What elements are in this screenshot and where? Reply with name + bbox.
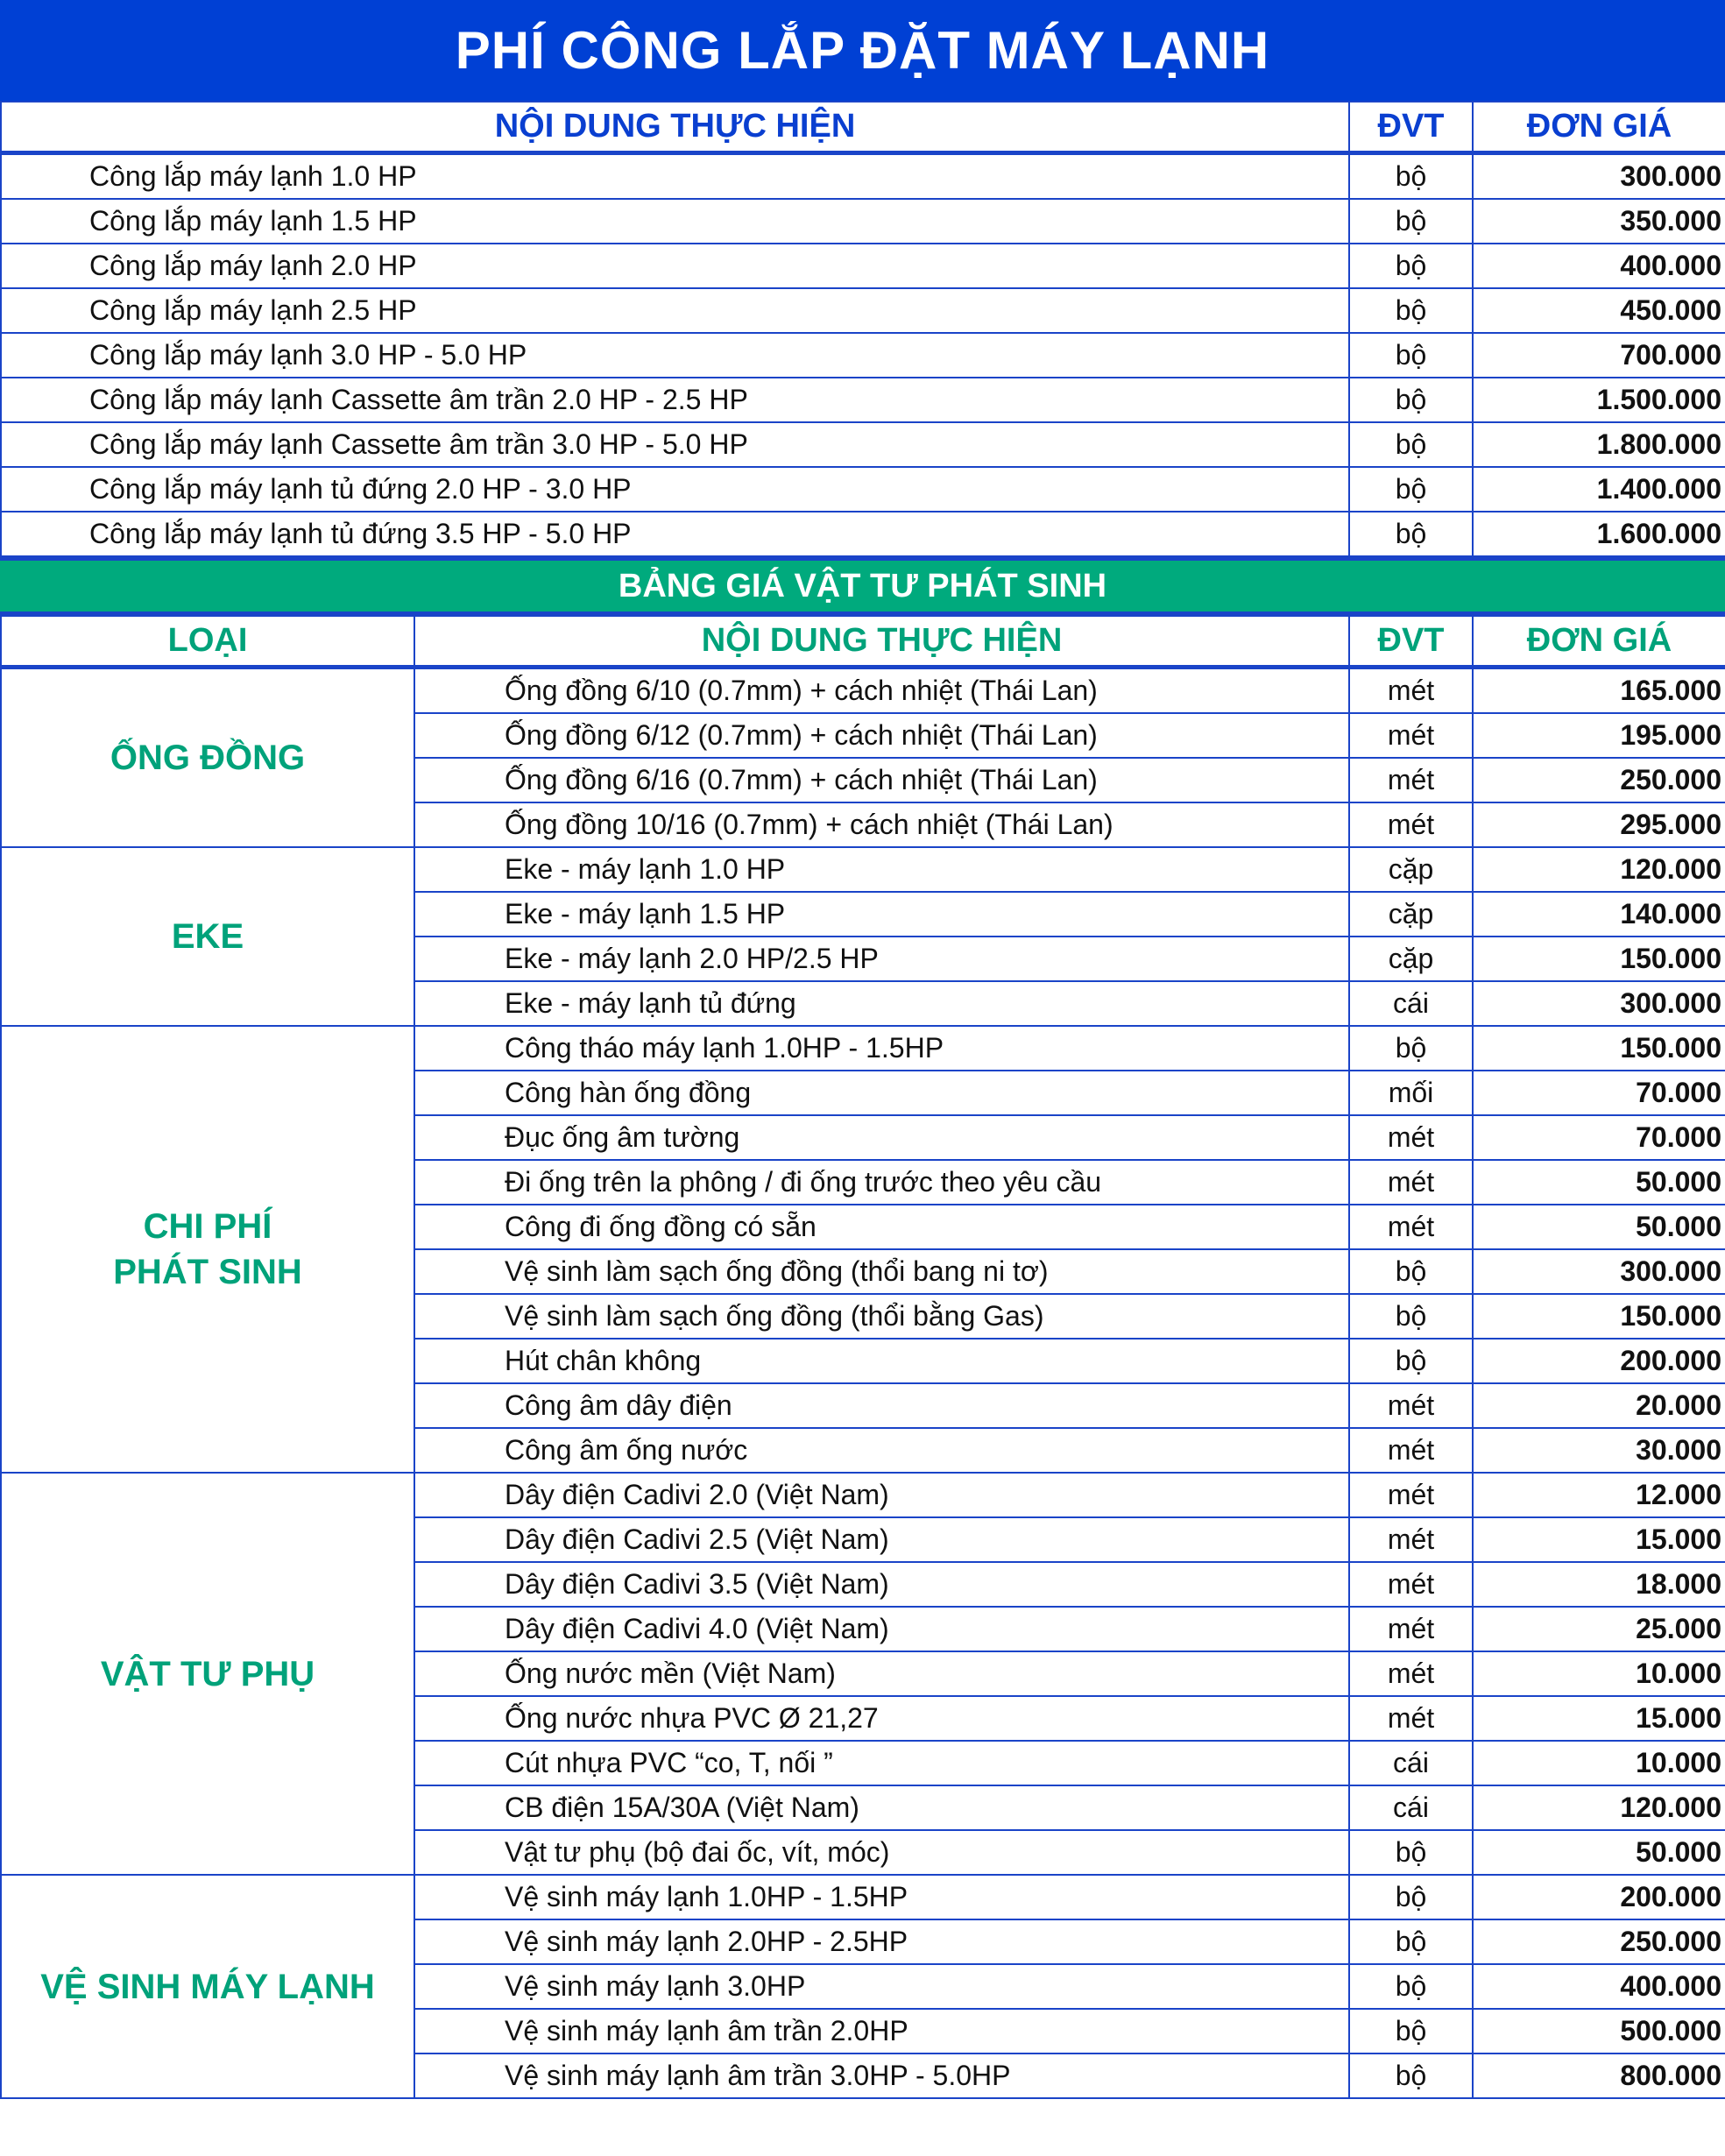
header-type: LOẠI xyxy=(1,616,414,668)
row-description: Đi ống trên la phông / đi ống trước theo yêu cầu xyxy=(414,1160,1349,1205)
header-content: NỘI DUNG THỰC HIỆN xyxy=(414,616,1349,668)
table-row xyxy=(1,1473,1725,1517)
row-description: Ống nước nhựa PVC Ø 21,27 xyxy=(414,1696,1349,1741)
row-unit: bộ xyxy=(1349,1919,1473,1964)
row-unit: bộ xyxy=(1349,333,1473,378)
row-unit: cái xyxy=(1349,981,1473,1026)
header-unit: ĐVT xyxy=(1349,102,1473,153)
row-unit: bộ xyxy=(1349,244,1473,288)
row-price: 165.000 xyxy=(1473,668,1725,714)
row-description: CB điện 15A/30A (Việt Nam) xyxy=(414,1785,1349,1830)
table-row xyxy=(1,333,1725,378)
row-price: 18.000 xyxy=(1473,1562,1725,1607)
row-price: 400.000 xyxy=(1473,1964,1725,2009)
row-unit: mét xyxy=(1349,1115,1473,1160)
row-description: Công lắp máy lạnh 3.0 HP - 5.0 HP xyxy=(1,333,1349,378)
row-unit: bộ xyxy=(1349,1830,1473,1875)
row-unit: cái xyxy=(1349,1785,1473,1830)
row-unit: cặp xyxy=(1349,892,1473,937)
row-price: 50.000 xyxy=(1473,1830,1725,1875)
row-price: 1.500.000 xyxy=(1473,378,1725,422)
install-fee-table xyxy=(0,101,1725,557)
row-price: 30.000 xyxy=(1473,1428,1725,1473)
row-price: 15.000 xyxy=(1473,1696,1725,1741)
install-header-row xyxy=(1,102,1725,153)
row-unit: bộ xyxy=(1349,288,1473,333)
row-unit: mối xyxy=(1349,1071,1473,1115)
table-row xyxy=(1,847,1725,892)
row-price: 300.000 xyxy=(1473,1249,1725,1294)
row-description: Vệ sinh làm sạch ống đồng (thổi bang ni tơ) xyxy=(414,1249,1349,1294)
row-unit: mét xyxy=(1349,802,1473,847)
row-unit: mét xyxy=(1349,1562,1473,1607)
row-unit: mét xyxy=(1349,713,1473,758)
row-unit: mét xyxy=(1349,758,1473,802)
row-description: Eke - máy lạnh tủ đứng xyxy=(414,981,1349,1026)
row-unit: mét xyxy=(1349,1517,1473,1562)
table-row xyxy=(1,1026,1725,1071)
row-price: 195.000 xyxy=(1473,713,1725,758)
materials-band-title: BẢNG GIÁ VẬT TƯ PHÁT SINH xyxy=(0,557,1725,615)
row-description: Dây điện Cadivi 3.5 (Việt Nam) xyxy=(414,1562,1349,1607)
row-unit: mét xyxy=(1349,1428,1473,1473)
table-row xyxy=(1,422,1725,467)
header-price: ĐƠN GIÁ xyxy=(1473,102,1725,153)
row-price: 150.000 xyxy=(1473,937,1725,981)
row-price: 200.000 xyxy=(1473,1339,1725,1383)
row-price: 50.000 xyxy=(1473,1205,1725,1249)
row-unit: bộ xyxy=(1349,378,1473,422)
row-price: 20.000 xyxy=(1473,1383,1725,1428)
row-description: Vệ sinh máy lạnh 1.0HP - 1.5HP xyxy=(414,1875,1349,1919)
row-unit: bộ xyxy=(1349,2009,1473,2054)
row-description: Vệ sinh máy lạnh âm trần 2.0HP xyxy=(414,2009,1349,2054)
row-price: 295.000 xyxy=(1473,802,1725,847)
header-price: ĐƠN GIÁ xyxy=(1473,616,1725,668)
category-label: ỐNG ĐỒNG xyxy=(1,668,414,848)
row-description: Công lắp máy lạnh Cassette âm trần 3.0 HP - 5.0 HP xyxy=(1,422,1349,467)
row-description: Công lắp máy lạnh 2.5 HP xyxy=(1,288,1349,333)
row-description: Công lắp máy lạnh 1.5 HP xyxy=(1,199,1349,244)
row-unit: mét xyxy=(1349,1651,1473,1696)
row-price: 800.000 xyxy=(1473,2054,1725,2098)
table-row xyxy=(1,244,1725,288)
table-row xyxy=(1,378,1725,422)
row-price: 140.000 xyxy=(1473,892,1725,937)
header-unit: ĐVT xyxy=(1349,616,1473,668)
row-price: 1.400.000 xyxy=(1473,467,1725,512)
row-unit: cái xyxy=(1349,1741,1473,1785)
row-description: Eke - máy lạnh 2.0 HP/2.5 HP xyxy=(414,937,1349,981)
row-price: 350.000 xyxy=(1473,199,1725,244)
category-label: VẬT TƯ PHỤ xyxy=(1,1473,414,1875)
row-description: Vệ sinh làm sạch ống đồng (thổi bằng Gas) xyxy=(414,1294,1349,1339)
row-unit: mét xyxy=(1349,1696,1473,1741)
row-description: Vệ sinh máy lạnh 2.0HP - 2.5HP xyxy=(414,1919,1349,1964)
row-description: Hút chân không xyxy=(414,1339,1349,1383)
row-price: 400.000 xyxy=(1473,244,1725,288)
category-label: EKE xyxy=(1,847,414,1026)
row-description: Công lắp máy lạnh 1.0 HP xyxy=(1,153,1349,200)
table-row xyxy=(1,1875,1725,1919)
row-unit: bộ xyxy=(1349,1339,1473,1383)
materials-header-row xyxy=(1,616,1725,668)
table-row xyxy=(1,467,1725,512)
row-unit: mét xyxy=(1349,1160,1473,1205)
row-description: Đục ống âm tường xyxy=(414,1115,1349,1160)
row-unit: bộ xyxy=(1349,153,1473,200)
row-unit: mét xyxy=(1349,1607,1473,1651)
row-price: 300.000 xyxy=(1473,981,1725,1026)
row-description: Công tháo máy lạnh 1.0HP - 1.5HP xyxy=(414,1026,1349,1071)
row-description: Công âm ống nước xyxy=(414,1428,1349,1473)
category-label: VỆ SINH MÁY LẠNH xyxy=(1,1875,414,2098)
row-unit: bộ xyxy=(1349,1964,1473,2009)
row-price: 12.000 xyxy=(1473,1473,1725,1517)
row-price: 1.800.000 xyxy=(1473,422,1725,467)
row-price: 10.000 xyxy=(1473,1741,1725,1785)
table-row xyxy=(1,512,1725,556)
table-row xyxy=(1,288,1725,333)
row-description: Vệ sinh máy lạnh âm trần 3.0HP - 5.0HP xyxy=(414,2054,1349,2098)
row-unit: cặp xyxy=(1349,937,1473,981)
category-label: CHI PHÍ PHÁT SINH xyxy=(1,1026,414,1473)
row-unit: bộ xyxy=(1349,1294,1473,1339)
row-description: Eke - máy lạnh 1.5 HP xyxy=(414,892,1349,937)
row-unit: mét xyxy=(1349,668,1473,714)
row-unit: bộ xyxy=(1349,2054,1473,2098)
row-price: 450.000 xyxy=(1473,288,1725,333)
row-unit: mét xyxy=(1349,1205,1473,1249)
row-description: Ống đồng 6/16 (0.7mm) + cách nhiệt (Thái Lan) xyxy=(414,758,1349,802)
row-description: Dây điện Cadivi 2.0 (Việt Nam) xyxy=(414,1473,1349,1517)
row-description: Vệ sinh máy lạnh 3.0HP xyxy=(414,1964,1349,2009)
row-unit: bộ xyxy=(1349,1026,1473,1071)
row-price: 300.000 xyxy=(1473,153,1725,200)
row-price: 250.000 xyxy=(1473,758,1725,802)
row-price: 500.000 xyxy=(1473,2009,1725,2054)
row-price: 150.000 xyxy=(1473,1026,1725,1071)
row-price: 10.000 xyxy=(1473,1651,1725,1696)
table-row xyxy=(1,153,1725,200)
materials-table xyxy=(0,615,1725,2099)
row-price: 70.000 xyxy=(1473,1115,1725,1160)
header-content: NỘI DUNG THỰC HIỆN xyxy=(1,102,1349,153)
row-unit: mét xyxy=(1349,1473,1473,1517)
row-description: Ống đồng 6/10 (0.7mm) + cách nhiệt (Thái Lan) xyxy=(414,668,1349,714)
table-row xyxy=(1,199,1725,244)
table-row xyxy=(1,668,1725,714)
page-title: PHÍ CÔNG LẮP ĐẶT MÁY LẠNH xyxy=(0,0,1725,101)
row-description: Công hàn ống đồng xyxy=(414,1071,1349,1115)
row-description: Cút nhựa PVC “co, T, nối ” xyxy=(414,1741,1349,1785)
row-price: 70.000 xyxy=(1473,1071,1725,1115)
row-description: Công lắp máy lạnh Cassette âm trần 2.0 HP - 2.5 HP xyxy=(1,378,1349,422)
row-description: Công lắp máy lạnh tủ đứng 2.0 HP - 3.0 HP xyxy=(1,467,1349,512)
row-unit: mét xyxy=(1349,1383,1473,1428)
row-price: 250.000 xyxy=(1473,1919,1725,1964)
row-unit: bộ xyxy=(1349,1249,1473,1294)
row-price: 15.000 xyxy=(1473,1517,1725,1562)
row-unit: cặp xyxy=(1349,847,1473,892)
row-price: 120.000 xyxy=(1473,847,1725,892)
row-description: Ống đồng 10/16 (0.7mm) + cách nhiệt (Thái Lan) xyxy=(414,802,1349,847)
row-description: Ống nước mền (Việt Nam) xyxy=(414,1651,1349,1696)
row-description: Công âm dây điện xyxy=(414,1383,1349,1428)
row-price: 700.000 xyxy=(1473,333,1725,378)
row-unit: bộ xyxy=(1349,467,1473,512)
row-description: Eke - máy lạnh 1.0 HP xyxy=(414,847,1349,892)
row-description: Công lắp máy lạnh 2.0 HP xyxy=(1,244,1349,288)
row-price: 25.000 xyxy=(1473,1607,1725,1651)
row-price: 150.000 xyxy=(1473,1294,1725,1339)
row-description: Ống đồng 6/12 (0.7mm) + cách nhiệt (Thái Lan) xyxy=(414,713,1349,758)
row-price: 120.000 xyxy=(1473,1785,1725,1830)
row-price: 50.000 xyxy=(1473,1160,1725,1205)
row-price: 1.600.000 xyxy=(1473,512,1725,556)
row-description: Dây điện Cadivi 4.0 (Việt Nam) xyxy=(414,1607,1349,1651)
row-unit: bộ xyxy=(1349,1875,1473,1919)
row-unit: bộ xyxy=(1349,422,1473,467)
row-description: Công lắp máy lạnh tủ đứng 3.5 HP - 5.0 HP xyxy=(1,512,1349,556)
row-unit: bộ xyxy=(1349,512,1473,556)
row-description: Vật tư phụ (bộ đai ốc, vít, móc) xyxy=(414,1830,1349,1875)
row-price: 200.000 xyxy=(1473,1875,1725,1919)
row-description: Dây điện Cadivi 2.5 (Việt Nam) xyxy=(414,1517,1349,1562)
row-unit: bộ xyxy=(1349,199,1473,244)
row-description: Công đi ống đồng có sẵn xyxy=(414,1205,1349,1249)
